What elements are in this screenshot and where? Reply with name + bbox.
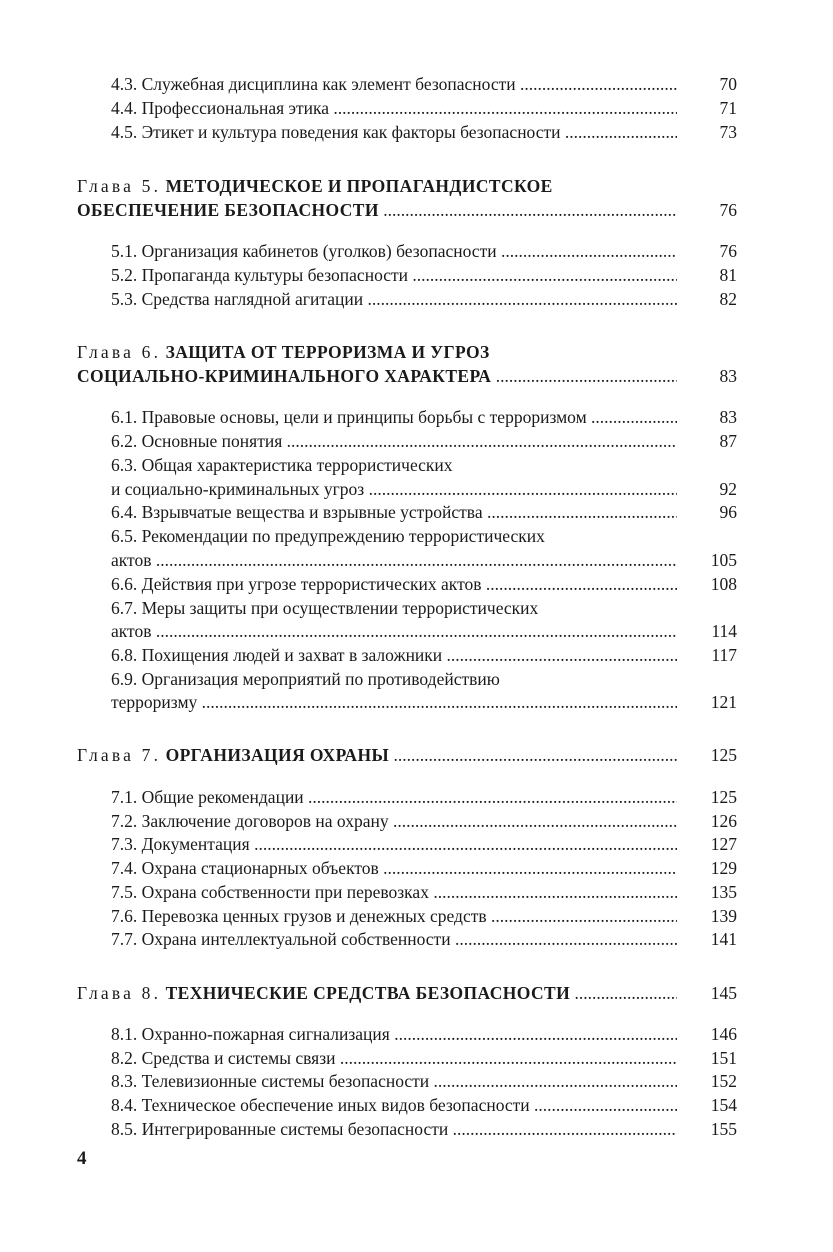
toc-page-number: 117 [711, 645, 737, 665]
toc-page-number: 125 [710, 787, 737, 807]
toc-entry-title: 6.3. Общая характеристика террористических [111, 455, 453, 475]
toc-page-number: 76 [719, 200, 737, 220]
toc-entry-7-1[interactable] [111, 785, 677, 809]
leader-dots [530, 1095, 677, 1115]
toc-entry-6-6[interactable] [111, 572, 677, 596]
toc-page-number: 70 [719, 74, 737, 94]
leader-dots [282, 431, 677, 451]
toc-page-number: 126 [710, 811, 737, 831]
chapter-7-heading[interactable] [77, 743, 677, 767]
toc-page-number: 129 [710, 858, 737, 878]
toc-page-number: 151 [710, 1048, 737, 1068]
toc-entry-title: 8.1. Охранно-пожарная сигнализация [111, 1024, 390, 1044]
toc-entry-title: актов [111, 621, 152, 641]
toc-entry-title: 6.9. Организация мероприятий по противодействию [111, 669, 500, 689]
toc-entry-8-1[interactable] [111, 1022, 677, 1046]
toc-entry-6-3-cont[interactable] [111, 477, 677, 501]
toc-entry-6-7[interactable] [111, 596, 677, 620]
chapter-title: ЗАЩИТА ОТ ТЕРРОРИЗМА И УГРОЗ [165, 342, 490, 362]
leader-dots [491, 366, 677, 386]
toc-page-number: 145 [710, 983, 737, 1003]
toc-page-number: 81 [719, 265, 737, 285]
leader-dots [304, 787, 677, 807]
leader-dots [379, 200, 677, 220]
toc-page-number: 114 [711, 621, 737, 641]
leader-dots [497, 241, 677, 261]
page-number: 4 [77, 1148, 87, 1169]
leader-dots [335, 1048, 677, 1068]
toc-page-number: 139 [710, 906, 737, 926]
chapter-title: ОБЕСПЕЧЕНИЕ БЕЗОПАСНОСТИ [77, 200, 379, 220]
toc-page-number: 155 [710, 1119, 737, 1139]
leader-dots [329, 98, 677, 118]
leader-dots [197, 692, 677, 712]
leader-dots [151, 621, 677, 641]
toc-entry-6-7-cont[interactable] [111, 619, 677, 643]
leader-dots [250, 834, 677, 854]
toc-entry-7-2[interactable] [111, 809, 677, 833]
chapter-prefix: Глава 5. [77, 176, 162, 196]
toc-entry-6-5-cont[interactable] [111, 548, 677, 572]
toc-entry-8-4[interactable] [111, 1093, 677, 1117]
toc-entry-title: 7.7. Охрана интеллектуальной собственности [111, 929, 451, 949]
toc-entry-6-1[interactable] [111, 405, 677, 429]
toc-entry-title: 5.1. Организация кабинетов (уголков) безопасности [111, 241, 497, 261]
chapter-title: ТЕХНИЧЕСКИЕ СРЕДСТВА БЕЗОПАСНОСТИ [165, 983, 571, 1003]
leader-dots [516, 74, 677, 94]
toc-entry-title: актов [111, 550, 152, 570]
toc-entry-title: 8.4. Техническое обеспечение иных видов безопасности [111, 1095, 530, 1115]
chapter-5-heading[interactable] [77, 174, 677, 198]
chapter-prefix: Глава 6. [77, 342, 162, 362]
toc-entry-title: 7.5. Охрана собственности при перевозках [111, 882, 429, 902]
leader-dots [364, 479, 677, 499]
toc-entry-7-5[interactable] [111, 880, 677, 904]
toc-page-number: 135 [710, 882, 737, 902]
toc-entry-title: 6.5. Рекомендации по предупреждению террористических [111, 526, 545, 546]
toc-entry-8-2[interactable] [111, 1046, 677, 1070]
leader-dots [429, 1071, 677, 1091]
toc-page-number: 105 [710, 550, 737, 570]
toc-entry-title: 8.5. Интегрированные системы безопасности [111, 1119, 449, 1139]
toc-entry-6-4[interactable] [111, 500, 677, 524]
toc-entry-title: 7.6. Перевозка ценных грузов и денежных средств [111, 906, 487, 926]
toc-entry-4-4[interactable] [111, 96, 677, 120]
toc-entry-title: терроризму [111, 692, 198, 712]
toc-entry-7-3[interactable] [111, 832, 677, 856]
leader-dots [390, 1024, 677, 1044]
leader-dots [483, 502, 677, 522]
toc-entry-title: 8.3. Телевизионные системы безопасности [111, 1071, 430, 1091]
toc-entry-7-4[interactable] [111, 856, 677, 880]
toc-entry-6-9[interactable] [111, 667, 677, 691]
toc-page-number: 154 [710, 1095, 737, 1115]
toc-entry-4-5[interactable] [111, 120, 677, 144]
toc-entry-6-5[interactable] [111, 524, 677, 548]
leader-dots [151, 550, 677, 570]
toc-page-number: 82 [719, 289, 737, 309]
leader-dots [363, 289, 677, 309]
toc-entry-title: 6.7. Меры защиты при осуществлении террористических [111, 598, 539, 618]
leader-dots [429, 882, 677, 902]
toc-page-number: 121 [710, 692, 737, 712]
toc-page-number: 73 [719, 122, 737, 142]
toc-page-number: 76 [719, 241, 737, 261]
leader-dots [448, 1119, 677, 1139]
chapter-title: МЕТОДИЧЕСКОЕ И ПРОПАГАНДИСТСКОЕ [165, 176, 553, 196]
toc-entry-7-6[interactable] [111, 904, 677, 928]
chapter-5-heading-cont[interactable] [77, 198, 677, 222]
toc-page-number: 125 [710, 745, 737, 765]
toc-entry-8-5[interactable] [111, 1117, 677, 1141]
toc-entry-title: 4.3. Служебная дисциплина как элемент безопасности [111, 74, 516, 94]
toc-entry-title: 5.3. Средства наглядной агитации [111, 289, 364, 309]
toc-entry-title: 7.2. Заключение договоров на охрану [111, 811, 389, 831]
leader-dots [451, 929, 677, 949]
toc-entry-title: 7.1. Общие рекомендации [111, 787, 304, 807]
toc-entry-title: 7.3. Документация [111, 834, 250, 854]
toc-page-number: 71 [719, 98, 737, 118]
toc-page-number: 96 [719, 502, 737, 522]
chapter-6-heading-cont[interactable] [77, 364, 677, 388]
toc-entry-title: 6.4. Взрывчатые вещества и взрывные устройства [111, 502, 483, 522]
toc-entry-6-2[interactable] [111, 429, 677, 453]
toc-entry-title: 4.5. Этикет и культура поведения как факторы безопасности [111, 122, 561, 142]
toc-entry-5-2[interactable] [111, 263, 677, 287]
toc-page-number: 87 [719, 431, 737, 451]
leader-dots [482, 574, 677, 594]
toc-entry-title: 6.6. Действия при угрозе террористических актов [111, 574, 482, 594]
toc-entry-8-3[interactable] [111, 1069, 677, 1093]
chapter-title: СОЦИАЛЬНО-КРИМИНАЛЬНОГО ХАРАКТЕРА [77, 366, 492, 386]
chapter-prefix: Глава 8. [77, 983, 162, 1003]
toc-entry-6-8[interactable] [111, 643, 677, 667]
toc-page-number: 83 [719, 366, 737, 386]
toc-page-number: 152 [710, 1071, 737, 1091]
toc-entry-7-7[interactable] [111, 927, 677, 951]
chapter-prefix: Глава 7. [77, 745, 162, 765]
leader-dots [389, 745, 677, 765]
toc-entry-5-1[interactable] [111, 239, 677, 263]
toc-entry-title: 8.2. Средства и системы связи [111, 1048, 336, 1068]
toc-entry-6-3[interactable] [111, 453, 677, 477]
leader-dots [442, 645, 677, 665]
toc-entry-title: 5.2. Пропаганда культуры безопасности [111, 265, 409, 285]
toc-page-number: 141 [710, 929, 737, 949]
chapter-title: ОРГАНИЗАЦИЯ ОХРАНЫ [165, 745, 390, 765]
leader-dots [379, 858, 677, 878]
toc-entry-6-9-cont[interactable] [111, 690, 677, 714]
leader-dots [487, 906, 677, 926]
toc-entry-5-3[interactable] [111, 287, 677, 311]
toc-page-number: 92 [719, 479, 737, 499]
toc-entry-title: 7.4. Охрана стационарных объектов [111, 858, 379, 878]
toc-page-number: 146 [710, 1024, 737, 1044]
leader-dots [389, 811, 677, 831]
chapter-6-heading[interactable] [77, 340, 677, 364]
toc-page-number: 83 [719, 407, 737, 427]
leader-dots [408, 265, 677, 285]
toc-entry-title: 6.8. Похищения людей и захват в заложники [111, 645, 443, 665]
toc-entry-title: 4.4. Профессиональная этика [111, 98, 330, 118]
toc-entry-title: 6.2. Основные понятия [111, 431, 283, 451]
toc-entry-4-3[interactable] [111, 72, 677, 96]
chapter-8-heading[interactable] [77, 981, 677, 1005]
toc-page-number: 108 [710, 574, 737, 594]
toc-entry-title: 6.1. Правовые основы, цели и принципы борьбы с терроризмом [111, 407, 587, 427]
toc-page-number: 127 [710, 834, 737, 854]
toc-entry-title: и социально-криминальных угроз [111, 479, 365, 499]
